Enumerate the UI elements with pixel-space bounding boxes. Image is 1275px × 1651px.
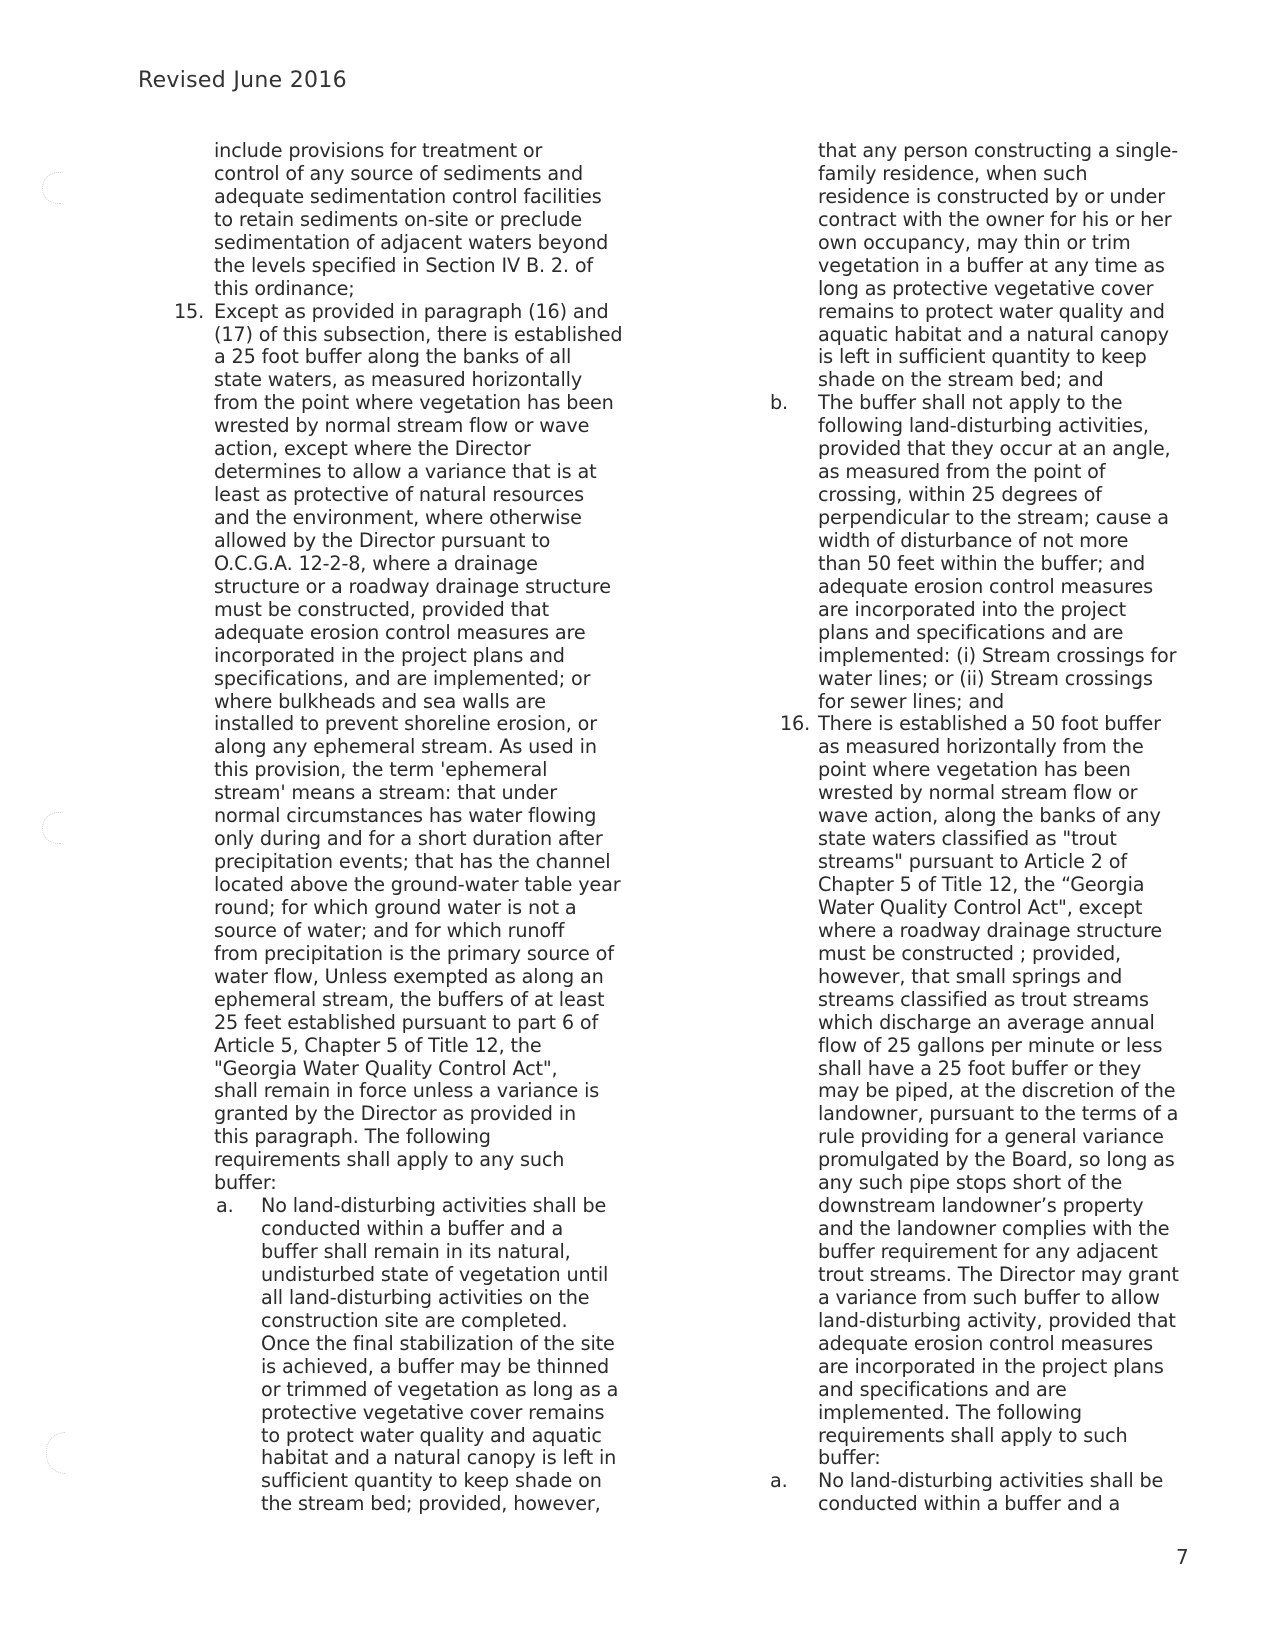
paragraph-line: The buffer shall not apply to the (818, 391, 1123, 415)
paragraph-line: 25 feet established pursuant to part 6 of (214, 1010, 599, 1034)
paragraph-line: adequate erosion control measures (818, 1331, 1153, 1355)
paragraph-line: family residence, when such (818, 161, 1088, 185)
paragraph-line: must be constructed ; provided, (818, 941, 1121, 965)
paragraph-line: wave action, along the banks of any (818, 804, 1161, 828)
item-number-15: 15. (174, 299, 205, 323)
paragraph-line: specifications, and are implemented; or (214, 666, 591, 690)
paragraph-line: than 50 feet within the buffer; and (818, 551, 1146, 575)
paragraph-line: structure or a roadway drainage structure (214, 574, 611, 598)
paragraph-line: construction site are completed. (261, 1308, 568, 1332)
right-column (0, 140, 1275, 1516)
subitem-label-a: a. (216, 1194, 234, 1218)
paragraph-line: however, that small springs and (818, 964, 1123, 988)
paragraph-line: round; for which ground water is not a (214, 895, 577, 919)
paragraph-line: Chapter 5 of Title 12, the “Georgia (818, 873, 1145, 896)
paragraph-line: state waters classified as "trout (818, 827, 1117, 851)
paragraph-line: only during and for a short duration after (214, 827, 603, 851)
paragraph-line: a 25 foot buffer along the banks of all (214, 345, 572, 369)
paragraph-line: control of any source of sediments and (214, 161, 583, 185)
paragraph-line: landowner, pursuant to the terms of a (818, 1102, 1179, 1126)
paragraph-line: residence is constructed by or under (818, 184, 1165, 208)
paragraph-line: determines to allow a variance that is at (214, 460, 597, 484)
paragraph-line: width of disturbance of not more (818, 528, 1129, 552)
paragraph-line: point where vegetation has been (818, 758, 1131, 782)
paragraph-line: the levels specified in Section IV B. 2. of (214, 253, 594, 277)
paragraph-line: as measured from the point of (818, 460, 1106, 484)
paragraph-line: is left in sufficient quantity to keep (818, 345, 1147, 369)
paragraph-line: aquatic habitat and a natural canopy (818, 322, 1169, 346)
paragraph-line: remains to protect water quality and (818, 299, 1165, 323)
paragraph-line: must be constructed, provided that (214, 597, 550, 621)
paragraph-line: are incorporated into the project (818, 597, 1127, 621)
paragraph-line: normal circumstances has water flowing (214, 804, 597, 828)
paragraph-line: installed to prevent shoreline erosion, or (214, 712, 597, 736)
paragraph-line: streams" pursuant to Article 2 of (818, 850, 1127, 874)
paragraph-line: granted by the Director as provided in (214, 1102, 576, 1126)
paragraph-line: action, except where the Director (214, 437, 531, 461)
paragraph-line: or trimmed of vegetation as long as a (261, 1377, 619, 1401)
paragraph-line: implemented: (i) Stream crossings for (818, 643, 1177, 667)
paragraph-line: precipitation events; that has the channel (214, 850, 611, 874)
paragraph-line: conducted within a buffer and a (818, 1492, 1121, 1516)
paragraph-line: and specifications and are (818, 1377, 1067, 1401)
paragraph-line: streams classified as trout streams (818, 987, 1149, 1011)
paragraph-line: O.C.G.A. 12-2-8, where a drainage (214, 551, 538, 575)
paragraph-line: plans and specifications and are (818, 620, 1124, 644)
paragraph-line: adequate erosion control measures (818, 574, 1153, 598)
paragraph-line: source of water; and for which runoff (214, 918, 565, 942)
paragraph-line: this provision, the term 'ephemeral (214, 758, 548, 782)
paragraph-line: state waters, as measured horizontally (214, 368, 583, 392)
paragraph-line: located above the ground-water table year (214, 873, 621, 896)
paragraph-line: sedimentation of adjacent waters beyond (214, 230, 609, 254)
paragraph-line: "Georgia Water Quality Control Act", (214, 1056, 558, 1080)
paragraph-line: are incorporated in the project plans (818, 1354, 1164, 1378)
paragraph-line: buffer: (214, 1171, 277, 1195)
paragraph-line: incorporated in the project plans and (214, 643, 565, 667)
paragraph-line: a variance from such buffer to allow (818, 1285, 1160, 1309)
paragraph-line: ephemeral stream, the buffers of at least (214, 987, 605, 1011)
paragraph-line: Article 5, Chapter 5 of Title 12, the (214, 1033, 542, 1057)
paragraph-line: buffer: (818, 1446, 881, 1470)
paragraph-line: all land-disturbing activities on the (261, 1285, 590, 1309)
paragraph-line: and the environment, where otherwise (214, 506, 582, 529)
page-number: 7 (1176, 1545, 1189, 1569)
paragraph-line: to protect water quality and aquatic (261, 1423, 602, 1447)
paragraph-line: this paragraph. The following (214, 1125, 491, 1149)
paragraph-line: own occupancy, may thin or trim (818, 230, 1131, 254)
item-number-16: 16. (780, 712, 811, 736)
paragraph-line: and the landowner complies with the (818, 1217, 1170, 1241)
paragraph-line: the stream bed; provided, however, (261, 1492, 601, 1516)
paragraph-line: sufficient quantity to keep shade on (261, 1469, 602, 1493)
paragraph-line: adequate sedimentation control facilities (214, 184, 602, 208)
paragraph-line: from precipitation is the primary source of (214, 941, 614, 965)
paragraph-line: shall remain in force unless a variance is (214, 1079, 600, 1103)
paragraph-line: that any person constructing a single- (818, 139, 1179, 162)
paragraph-line: downstream landowner’s property (818, 1194, 1144, 1218)
paragraph-line: water flow, Unless exempted as along an (214, 964, 604, 988)
paragraph-line: buffer shall remain in its natural, (261, 1240, 571, 1263)
revision-header: Revised June 2016 (138, 68, 347, 93)
paragraph-line: this ordinance; (214, 276, 355, 300)
paragraph-line: water lines; or (ii) Stream crossings (818, 666, 1153, 690)
paragraph-line: to retain sediments on-site or preclude (214, 207, 583, 231)
paragraph-line: along any ephemeral stream. As used in (214, 735, 597, 759)
paragraph-line: include provisions for treatment or (214, 139, 543, 162)
paragraph-line: shall have a 25 foot buffer or they (818, 1056, 1142, 1080)
paragraph-line: contract with the owner for his or her (818, 207, 1172, 231)
paragraph-line: No land-disturbing activities shall be (818, 1469, 1164, 1493)
paragraph-line: as measured horizontally from the (818, 735, 1144, 759)
paragraph-line: conducted within a buffer and a (261, 1217, 564, 1241)
paragraph-line: stream' means a stream: that under (214, 781, 557, 805)
paragraph-line: flow of 25 gallons per minute or less (818, 1033, 1163, 1057)
paragraph-line: requirements shall apply to any such (214, 1148, 565, 1172)
paragraph-line: wrested by normal stream flow or wave (214, 414, 590, 438)
paragraph-line: land-disturbing activity, provided that (818, 1308, 1176, 1332)
paragraph-line: provided that they occur at an angle, (818, 437, 1171, 461)
paragraph-line: following land-disturbing activities, (818, 414, 1149, 438)
paragraph-line: There is established a 50 foot buffer (818, 712, 1161, 736)
paragraph-line: perpendicular to the stream; cause a (818, 506, 1169, 529)
subitem-label-b: b. (770, 391, 788, 415)
paragraph-line: adequate erosion control measures are (214, 620, 586, 644)
paragraph-line: rule providing for a general variance (818, 1125, 1164, 1149)
paragraph-line: crossing, within 25 degrees of (818, 483, 1102, 507)
paragraph-line: from the point where vegetation has been (214, 391, 614, 415)
paragraph-line: undisturbed state of vegetation until (261, 1262, 609, 1286)
paragraph-line: habitat and a natural canopy is left in (261, 1446, 617, 1470)
paragraph-line: Except as provided in paragraph (16) and (214, 299, 609, 323)
paragraph-line: wrested by normal stream flow or (818, 781, 1138, 805)
paragraph-line: is achieved, a buffer may be thinned (261, 1354, 609, 1378)
paragraph-line: (17) of this subsection, there is established (214, 322, 623, 346)
paragraph-line: implemented. The following (818, 1400, 1082, 1424)
paragraph-line: any such pipe stops short of the (818, 1171, 1123, 1195)
paragraph-line: long as protective vegetative cover (818, 276, 1154, 300)
paragraph-line: Water Quality Control Act", except (818, 895, 1143, 919)
paragraph-line: protective vegetative cover remains (261, 1400, 605, 1424)
paragraph-line: Once the final stabilization of the site (261, 1331, 615, 1355)
paragraph-line: where a roadway drainage structure (818, 918, 1163, 942)
paragraph-line: for sewer lines; and (818, 689, 1005, 713)
paragraph-line: requirements shall apply to such (818, 1423, 1128, 1447)
paragraph-line: allowed by the Director pursuant to (214, 528, 551, 552)
paragraph-line: buffer requirement for any adjacent (818, 1240, 1158, 1263)
paragraph-line: least as protective of natural resources (214, 483, 585, 507)
paragraph-line: No land-disturbing activities shall be (261, 1194, 607, 1218)
paragraph-line: which discharge an average annual (818, 1010, 1155, 1034)
paragraph-line: where bulkheads and sea walls are (214, 689, 546, 713)
paragraph-line: may be piped, at the discretion of the (818, 1079, 1176, 1103)
paragraph-line: trout streams. The Director may grant (818, 1262, 1179, 1286)
paragraph-line: vegetation in a buffer at any time as (818, 253, 1165, 277)
subitem-label-a: a. (770, 1469, 788, 1493)
paragraph-line: promulgated by the Board, so long as (818, 1148, 1175, 1172)
paragraph-line: shade on the stream bed; and (818, 368, 1104, 392)
